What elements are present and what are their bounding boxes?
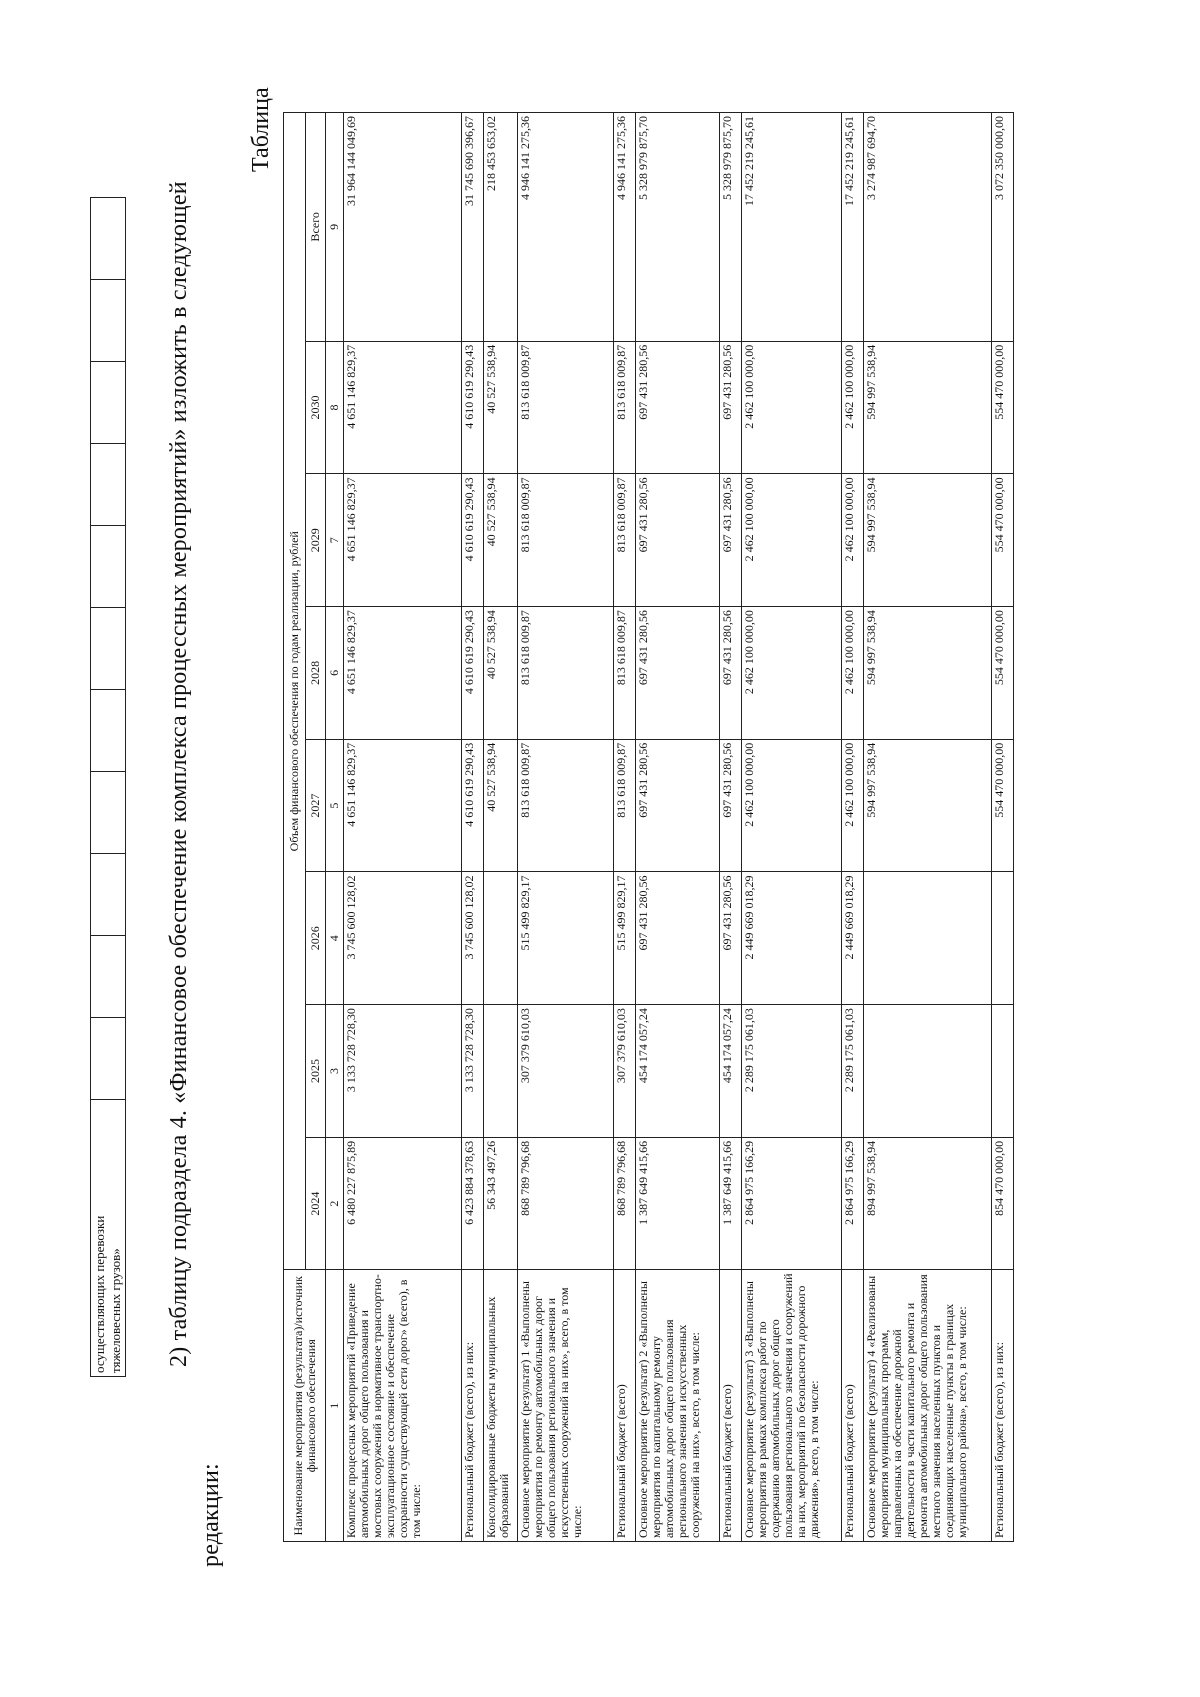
prev-table-cell [91, 280, 126, 362]
header-column-number: 6 [326, 607, 344, 740]
value-cell: 3 072 350 000,00 [992, 113, 1014, 342]
value-cell: 3 745 600 128,02 [462, 872, 484, 1005]
value-cell: 1 387 649 415,66 [720, 1137, 742, 1270]
header-volume: Объем финансового обеспечения по годам реализации, рублей [284, 113, 306, 1271]
value-cell: 554 470 000,00 [992, 474, 1014, 607]
value-cell: 4 610 619 290,43 [462, 739, 484, 872]
previous-table-fragment [90, 197, 126, 1377]
table-body [344, 113, 1014, 1542]
table-row [992, 113, 1014, 1542]
header-column-number: 8 [326, 341, 344, 474]
prev-table-text-1: осуществляющих перевозки [92, 1215, 107, 1373]
header-column-number: 7 [326, 474, 344, 607]
table-row [842, 113, 864, 1542]
header-year: 2027 [306, 739, 326, 872]
prev-table-text-2: тяжеловесных грузов» [108, 1248, 123, 1373]
value-cell: 2 449 669 018,29 [842, 872, 864, 1005]
value-cell: 515 499 829,17 [518, 872, 614, 1005]
header-year: 2028 [306, 607, 326, 740]
value-cell: 40 527 538,94 [484, 341, 518, 474]
value-cell: 3 133 728 728,30 [462, 1005, 484, 1138]
header-year: 2030 [306, 341, 326, 474]
value-cell: 40 527 538,94 [484, 474, 518, 607]
value-cell: 2 462 100 000,00 [742, 607, 842, 740]
prev-table-cell [91, 608, 126, 690]
value-cell: 2 462 100 000,00 [742, 474, 842, 607]
value-cell: 697 431 280,56 [636, 474, 720, 607]
value-cell: 854 470 000,00 [992, 1137, 1014, 1270]
table-row [720, 113, 742, 1542]
value-cell [484, 1005, 518, 1138]
row-name-cell: Региональный бюджет (всего) [720, 1270, 742, 1542]
value-cell: 2 462 100 000,00 [742, 739, 842, 872]
value-cell: 697 431 280,56 [720, 872, 742, 1005]
value-cell: 17 452 219 245,61 [742, 113, 842, 342]
value-cell: 2 462 100 000,00 [842, 474, 864, 607]
table-row [864, 113, 992, 1542]
value-cell: 3 133 728 728,30 [344, 1005, 462, 1138]
value-cell: 813 618 009,87 [518, 607, 614, 740]
row-name-cell: Основное мероприятие (результат) 1 «Выполнены мероприятия по ремонту автомобильных дорог общего пользования регионального значения и искусственных сооружений на них», всего, в том числе: [518, 1270, 614, 1542]
value-cell: 307 379 610,03 [518, 1005, 614, 1138]
prev-table-cell [91, 362, 126, 444]
table-row [462, 113, 484, 1542]
value-cell: 2 462 100 000,00 [842, 739, 864, 872]
value-cell: 594 997 538,94 [864, 607, 992, 740]
value-cell: 2 462 100 000,00 [742, 341, 842, 474]
value-cell: 4 610 619 290,43 [462, 474, 484, 607]
prev-table-cell [91, 772, 126, 854]
prev-table-cell [91, 690, 126, 772]
prev-table-cell [91, 854, 126, 936]
value-cell: 6 480 227 875,89 [344, 1137, 462, 1270]
prev-table-cell [91, 936, 126, 1018]
value-cell: 1 387 649 415,66 [636, 1137, 720, 1270]
row-name-cell: Региональный бюджет (всего), из них: [992, 1270, 1014, 1542]
value-cell: 813 618 009,87 [614, 341, 636, 474]
value-cell: 813 618 009,87 [614, 607, 636, 740]
value-cell: 4 651 146 829,37 [344, 474, 462, 607]
value-cell: 454 174 057,24 [636, 1005, 720, 1138]
header-year: 2029 [306, 474, 326, 607]
value-cell: 697 431 280,56 [720, 474, 742, 607]
financing-table [283, 112, 1014, 1542]
heading-line-1: 2) таблицу подраздела 4. «Финансовое обеспечение комплекса процессных мероприятий» изложить в следующей [166, 181, 192, 1367]
value-cell: 31 745 690 396,67 [462, 113, 484, 342]
prev-table-cell [91, 444, 126, 526]
row-name-cell: Основное мероприятие (результат) 2 «Выполнены мероприятия по капитальному ремонту автомобильных дорог общего пользования регионального значения и искусственных сооружений на них», всего, в том числе: [636, 1270, 720, 1542]
value-cell: 2 864 975 166,29 [842, 1137, 864, 1270]
prev-table-cell [91, 198, 126, 280]
table-row [636, 113, 720, 1542]
value-cell: 6 423 884 378,63 [462, 1137, 484, 1270]
value-cell: 515 499 829,17 [614, 872, 636, 1005]
value-cell: 868 789 796,68 [614, 1137, 636, 1270]
heading-line-2: редакции: [198, 1463, 224, 1567]
header-column-number: 9 [326, 113, 344, 342]
value-cell: 697 431 280,56 [636, 872, 720, 1005]
row-name-cell: Региональный бюджет (всего) [842, 1270, 864, 1542]
row-name-cell: Региональный бюджет (всего), из них: [462, 1270, 484, 1542]
row-name-cell: Региональный бюджет (всего) [614, 1270, 636, 1542]
header-year: 2024 [306, 1137, 326, 1270]
value-cell: 3 274 987 694,70 [864, 113, 992, 342]
value-cell: 40 527 538,94 [484, 607, 518, 740]
value-cell: 554 470 000,00 [992, 341, 1014, 474]
value-cell: 554 470 000,00 [992, 739, 1014, 872]
value-cell: 813 618 009,87 [614, 739, 636, 872]
header-year: Всего [306, 113, 326, 342]
value-cell: 4 946 141 275,36 [614, 113, 636, 342]
value-cell: 31 964 144 049,69 [344, 113, 462, 342]
value-cell [992, 1005, 1014, 1138]
value-cell: 2 864 975 166,29 [742, 1137, 842, 1270]
value-cell: 2 462 100 000,00 [842, 607, 864, 740]
value-cell: 697 431 280,56 [720, 739, 742, 872]
value-cell: 2 462 100 000,00 [842, 341, 864, 474]
value-cell: 307 379 610,03 [614, 1005, 636, 1138]
value-cell: 56 343 497,26 [484, 1137, 518, 1270]
value-cell: 4 651 146 829,37 [344, 739, 462, 872]
value-cell: 813 618 009,87 [518, 739, 614, 872]
value-cell: 868 789 796,68 [518, 1137, 614, 1270]
row-name-cell: Комплекс процессных мероприятий «Приведение автомобильных дорог общего пользования и мостовых сооружений в нормативное транспортно-эксплуатационное состояние и обеспечение сохранности существующей сети дорог» (всего), в том числе: [344, 1270, 462, 1542]
header-year: 2025 [306, 1005, 326, 1138]
value-cell: 4 610 619 290,43 [462, 341, 484, 474]
table-row [344, 113, 462, 1542]
prev-table-cell [91, 1100, 126, 1377]
table-row [484, 113, 518, 1542]
header-column-number: 1 [326, 1270, 344, 1542]
value-cell: 594 997 538,94 [864, 341, 992, 474]
value-cell: 2 289 175 061,03 [842, 1005, 864, 1138]
value-cell: 3 745 600 128,02 [344, 872, 462, 1005]
row-name-cell: Основное мероприятие (результат) 4 «Реализованы мероприятия муниципальных программ, направленных на обеспечение дорожной деятельности в части капитального ремонта и ремонта автомобильных дорог общего пользования местного значения населенных пунктов и соединяющих населенные пункты в границах муниципального района», всего, в том числе: [864, 1270, 992, 1542]
value-cell: 4 651 146 829,37 [344, 341, 462, 474]
row-name-cell: Консолидированные бюджеты муниципальных образований [484, 1270, 518, 1542]
table-row [614, 113, 636, 1542]
value-cell: 594 997 538,94 [864, 474, 992, 607]
prev-table-cell [91, 1018, 126, 1100]
header-year: 2026 [306, 872, 326, 1005]
value-cell: 813 618 009,87 [518, 474, 614, 607]
table-label: Таблица [248, 87, 274, 172]
value-cell [864, 872, 992, 1005]
value-cell: 2 289 175 061,03 [742, 1005, 842, 1138]
value-cell: 554 470 000,00 [992, 607, 1014, 740]
value-cell [992, 872, 1014, 1005]
value-cell: 594 997 538,94 [864, 739, 992, 872]
value-cell: 697 431 280,56 [636, 607, 720, 740]
prev-table-cell [91, 526, 126, 608]
value-cell: 454 174 057,24 [720, 1005, 742, 1138]
value-cell: 894 997 538,94 [864, 1137, 992, 1270]
header-column-number: 3 [326, 1005, 344, 1138]
value-cell: 4 651 146 829,37 [344, 607, 462, 740]
value-cell: 17 452 219 245,61 [842, 113, 864, 342]
header-column-number: 2 [326, 1137, 344, 1270]
value-cell: 2 449 669 018,29 [742, 872, 842, 1005]
value-cell: 697 431 280,56 [720, 607, 742, 740]
row-name-cell: Основное мероприятие (результат) 3 «Выполнены мероприятия в рамках комплекса работ по содержанию автомобильных дорог общего пользования регионального значения и сооружений на них, мероприятий по безопасности дорожного движения», всего, в том числе: [742, 1270, 842, 1542]
value-cell: 5 328 979 875,70 [720, 113, 742, 342]
value-cell: 218 453 653,02 [484, 113, 518, 342]
value-cell: 4 610 619 290,43 [462, 607, 484, 740]
value-cell: 813 618 009,87 [518, 341, 614, 474]
value-cell [484, 872, 518, 1005]
table-row [518, 113, 614, 1542]
header-column-number: 5 [326, 739, 344, 872]
value-cell: 697 431 280,56 [720, 341, 742, 474]
value-cell: 40 527 538,94 [484, 739, 518, 872]
value-cell [864, 1005, 992, 1138]
value-cell: 4 946 141 275,36 [518, 113, 614, 342]
amendment-heading [163, 67, 227, 1567]
value-cell: 813 618 009,87 [614, 474, 636, 607]
header-name-column: Наименование мероприятия (результата)/источник финансового обеспечения [284, 1270, 326, 1542]
table-row [742, 113, 842, 1542]
value-cell: 697 431 280,56 [636, 341, 720, 474]
value-cell: 5 328 979 875,70 [636, 113, 720, 342]
header-column-number: 4 [326, 872, 344, 1005]
header-numbers-row [326, 113, 344, 1542]
value-cell: 697 431 280,56 [636, 739, 720, 872]
